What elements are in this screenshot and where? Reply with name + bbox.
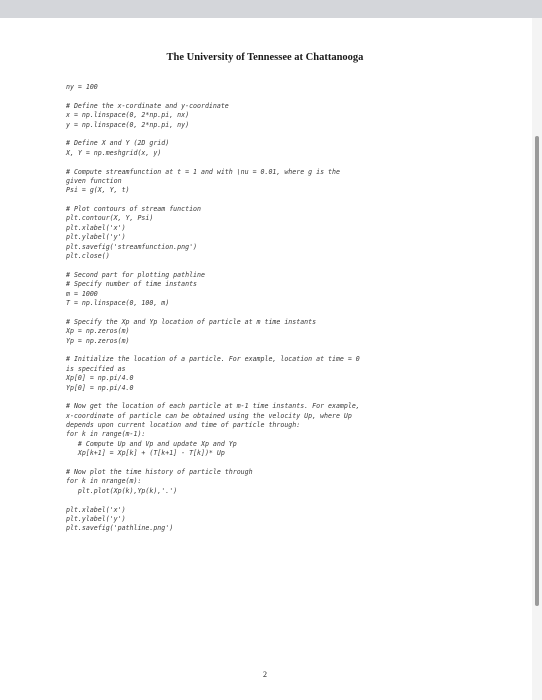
- code-line: plt.contour(X, Y, Psi): [66, 214, 154, 223]
- code-line: plt.savefig('streamfunction.png'): [66, 242, 198, 251]
- code-block-particle-arrays: [66, 318, 506, 346]
- code-line: plt.xlabel('x'): [66, 505, 126, 514]
- code-block-contour-plot: [66, 205, 506, 261]
- code-block-initialize: [66, 355, 506, 393]
- code-comment-line: # Plot contours of stream function: [66, 205, 201, 214]
- code-comment-line: x-coordinate of particle can be obtained using the velocity Up, where Up: [66, 411, 352, 420]
- page-number: 2: [263, 670, 267, 679]
- code-block-time-instants: [66, 271, 506, 309]
- document-page: [0, 18, 530, 700]
- code-line: x = np.linspace(0, 2*np.pi, nx): [66, 111, 190, 120]
- code-comment-line: # Define the x-cordinate and y-coordinate: [66, 101, 229, 110]
- code-line: m = 1000: [66, 289, 98, 298]
- code-line: Xp[0] = np.pi/4.0: [66, 374, 134, 383]
- code-comment-line: # Second part for plotting pathline: [66, 270, 205, 279]
- code-block-coordinates: [66, 102, 506, 130]
- code-line: Yp = np.zeros(m): [66, 336, 130, 345]
- code-line: X, Y = np.meshgrid(x, y): [66, 148, 162, 157]
- code-comment-line: # Compute Up and Vp and update Xp and Yp: [66, 439, 237, 448]
- code-comment-line: # Define X and Y (2D grid): [66, 139, 170, 148]
- code-line: plt.plot(Xp(k),Yp(k),'.'): [66, 486, 178, 495]
- code-line: ny = 100: [66, 83, 98, 91]
- code-line: plt.close(): [66, 252, 110, 261]
- code-comment-line: # Compute streamfunction at t = 1 and with \nu = 0.01, where g is the: [66, 167, 340, 176]
- code-line: for k in nrange(m):: [66, 477, 142, 486]
- code-comment-line: # Now plot the time history of particle through: [66, 468, 253, 477]
- vertical-scrollbar[interactable]: [532, 18, 542, 700]
- code-comment-line: # Initialize the location of a particle. For example, location at time = 0: [66, 355, 360, 364]
- code-line: for k in range(m-1):: [66, 430, 146, 439]
- code-comment-line: given function: [66, 176, 122, 185]
- code-comment-line: # Specify number of time instants: [66, 280, 198, 289]
- code-line: y = np.linspace(0, 2*np.pi, ny): [66, 120, 190, 129]
- viewer-top-bar: [0, 0, 542, 18]
- code-block-plot-loop: [66, 468, 506, 496]
- code-line: T = np.linspace(0, 100, m): [66, 298, 170, 307]
- code-comment-line: depends upon current location and time of particle through:: [66, 421, 301, 430]
- code-listing: [66, 83, 506, 534]
- page-header: The University of Tennessee at Chattanooga: [166, 52, 364, 63]
- code-line: Yp[0] = np.pi/4.0: [66, 383, 134, 392]
- code-line: plt.savefig('pathline.png'): [66, 524, 174, 533]
- code-comment-line: is specified as: [66, 364, 126, 373]
- code-block-streamfunction: [66, 168, 506, 196]
- code-block-save-pathline: [66, 506, 506, 534]
- code-line: plt.ylabel('y'): [66, 233, 126, 242]
- code-line: Psi = g(X, Y, t): [66, 186, 130, 195]
- code-line: Xp[k+1] = Xp[k] + (T[k+1] - T[k])* Up: [66, 449, 225, 458]
- code-comment-line: # Now get the location of each particle at m-1 time instants. For example,: [66, 402, 360, 411]
- code-comment-line: # Specify the Xp and Yp location of particle at m time instants: [66, 317, 317, 326]
- code-block-ny: [66, 83, 506, 92]
- code-block-meshgrid: [66, 139, 506, 158]
- code-line: Xp = np.zeros(m): [66, 327, 130, 336]
- scrollbar-thumb[interactable]: [535, 136, 539, 606]
- code-line: plt.xlabel('x'): [66, 223, 126, 232]
- code-block-update-loop: [66, 402, 506, 458]
- code-line: plt.ylabel('y'): [66, 514, 126, 523]
